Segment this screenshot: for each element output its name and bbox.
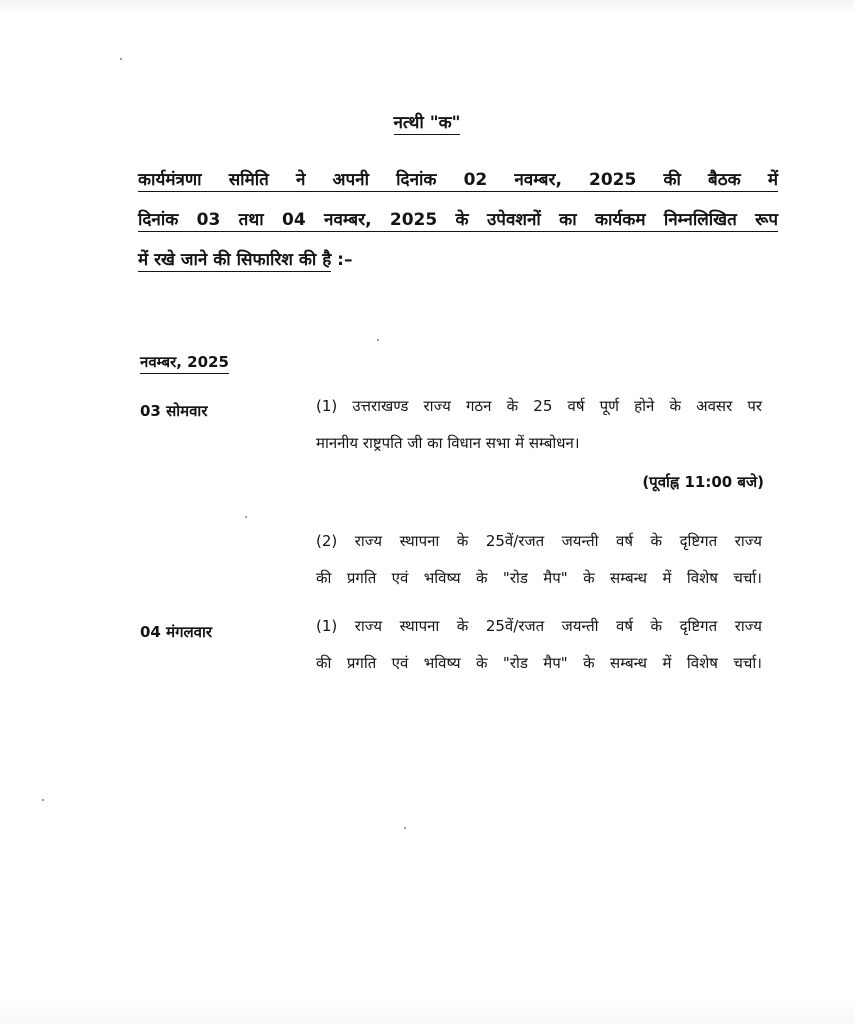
- document-title-text: नत्थी "क": [393, 113, 461, 133]
- agenda-time-03-1: (पूर्वाह्न 11:00 बजे): [642, 473, 764, 491]
- agenda-item-04-1: [316, 608, 762, 682]
- agenda-item-03-1-line-1: (1) उत्तराखण्ड राज्य गठन के 25 वर्ष पूर्ण होने के अवसर पर: [316, 397, 762, 415]
- intro-line-3-text: में रखे जाने की सिफारिश की है: [138, 250, 332, 270]
- intro-line-1-text: कार्यमंत्रणा समिति ने अपनी दिनांक 02 नवम्बर, 2025 की बैठक में: [138, 170, 778, 190]
- agenda-item-03-2-line-2: की प्रगति एवं भविष्य के "रोड मैप" के सम्बन्ध में विशेष चर्चा।: [316, 569, 762, 587]
- agenda-item-03-2: [316, 523, 762, 597]
- scan-speck: [42, 799, 44, 801]
- scan-speck: [404, 827, 406, 829]
- agenda-item-03-1: [316, 388, 762, 462]
- document-title: [0, 110, 854, 133]
- day-label-03: 03 सोमवार: [140, 402, 208, 420]
- intro-line-2: [138, 200, 778, 240]
- agenda-item-04-1-line-2: की प्रगति एवं भविष्य के "रोड मैप" के सम्बन्ध में विशेष चर्चा।: [316, 654, 762, 672]
- day-label-04: 04 मंगलवार: [140, 623, 213, 641]
- scan-speck: [245, 516, 247, 518]
- agenda-item-03-2-line-1: (2) राज्य स्थापना के 25वें/रजत जयन्ती वर्ष के दृष्टिगत राज्य: [316, 532, 762, 550]
- scan-speck: [120, 58, 122, 60]
- intro-line-1: [138, 160, 778, 200]
- agenda-item-04-1-line-1: (1) राज्य स्थापना के 25वें/रजत जयन्ती वर्ष के दृष्टिगत राज्य: [316, 617, 762, 635]
- month-heading: नवम्बर, 2025: [140, 352, 229, 374]
- scan-speck: [377, 339, 379, 341]
- intro-paragraph: [138, 160, 778, 280]
- intro-line-3: [138, 240, 778, 280]
- intro-line-2-text: दिनांक 03 तथा 04 नवम्बर, 2025 के उपेवशनों का कार्यकम निम्नलिखित रूप: [138, 210, 778, 230]
- agenda-item-03-1-line-2: माननीय राष्ट्रपति जी का विधान सभा में सम्बोधन।: [316, 434, 580, 452]
- intro-tail: :–: [331, 250, 353, 270]
